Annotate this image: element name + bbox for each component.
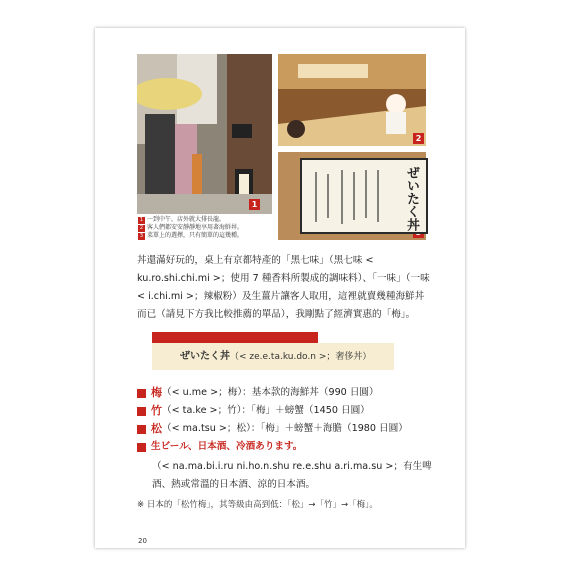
menu-scroll-title: ぜいたく丼 [404,166,419,231]
menu-scroll [300,158,428,234]
caption-item: 1 一到中午，店外就大排長龍。 [139,216,226,223]
list-item: 生ビール、日本酒、冷酒あります。 [137,438,437,456]
street-queue-photo [137,54,272,214]
list-item: 竹 （< ta.ke >；竹）：「梅」＋螃蟹（1450 日圓） [137,402,437,420]
title-japanese: ぜいたく丼 [180,351,230,362]
page-number: 20 [138,537,147,545]
photo-captions [138,216,243,240]
list-item: 梅 （< u.me >；梅）：基本款的海鮮丼（990 日圓） [137,384,437,402]
drink-explanation: （< na.ma.bi.i.ru ni.ho.n.shu re.e.shu a.ri.ma.su >；有生啤酒、熱或常溫的日本酒、涼的日本酒。 [152,461,432,490]
footnote: ※ 日本的「松竹梅」，其等級由高到低：「松」→「竹」→「梅」。 [137,500,378,510]
title-reading: （< ze.e.ta.ku.do.n >；奢侈丼） [230,352,372,362]
body-paragraph: 丼還滿好玩的，桌上有京都特產的「黑七味」（黑七味 < ku.ro.shi.chi.mi >；使用 7 種香料所製成的調味料）、「一味」（一味 < i.chi.mi >；辣椒粉）及生薑片讓客人取用，這裡就賣幾種海鮮丼而已（請見下方我比較推薦的單品），我剛點了經濟實惠的「梅」。 [137,255,430,320]
bullet-square [137,443,146,452]
bullet-square [137,407,146,416]
section-accent-bar [152,332,318,343]
list-item: 松 （< ma.tsu >；松）：「梅」＋螃蟹＋海膽（1980 日圓） [137,420,437,438]
section-title [152,343,394,370]
counter-interior-photo [278,54,426,146]
bullet-square [137,389,146,398]
photo-number-badge: 1 [249,199,260,210]
bullet-square [137,425,146,434]
photo-number-badge: 2 [413,133,424,144]
caption-item: 2 客人們都安安靜靜地享用著海鮮丼。 [139,224,244,231]
menu-list [137,384,437,456]
caption-item: 3 菜單上的選擇，只有簡單的這幾種。 [139,232,244,239]
